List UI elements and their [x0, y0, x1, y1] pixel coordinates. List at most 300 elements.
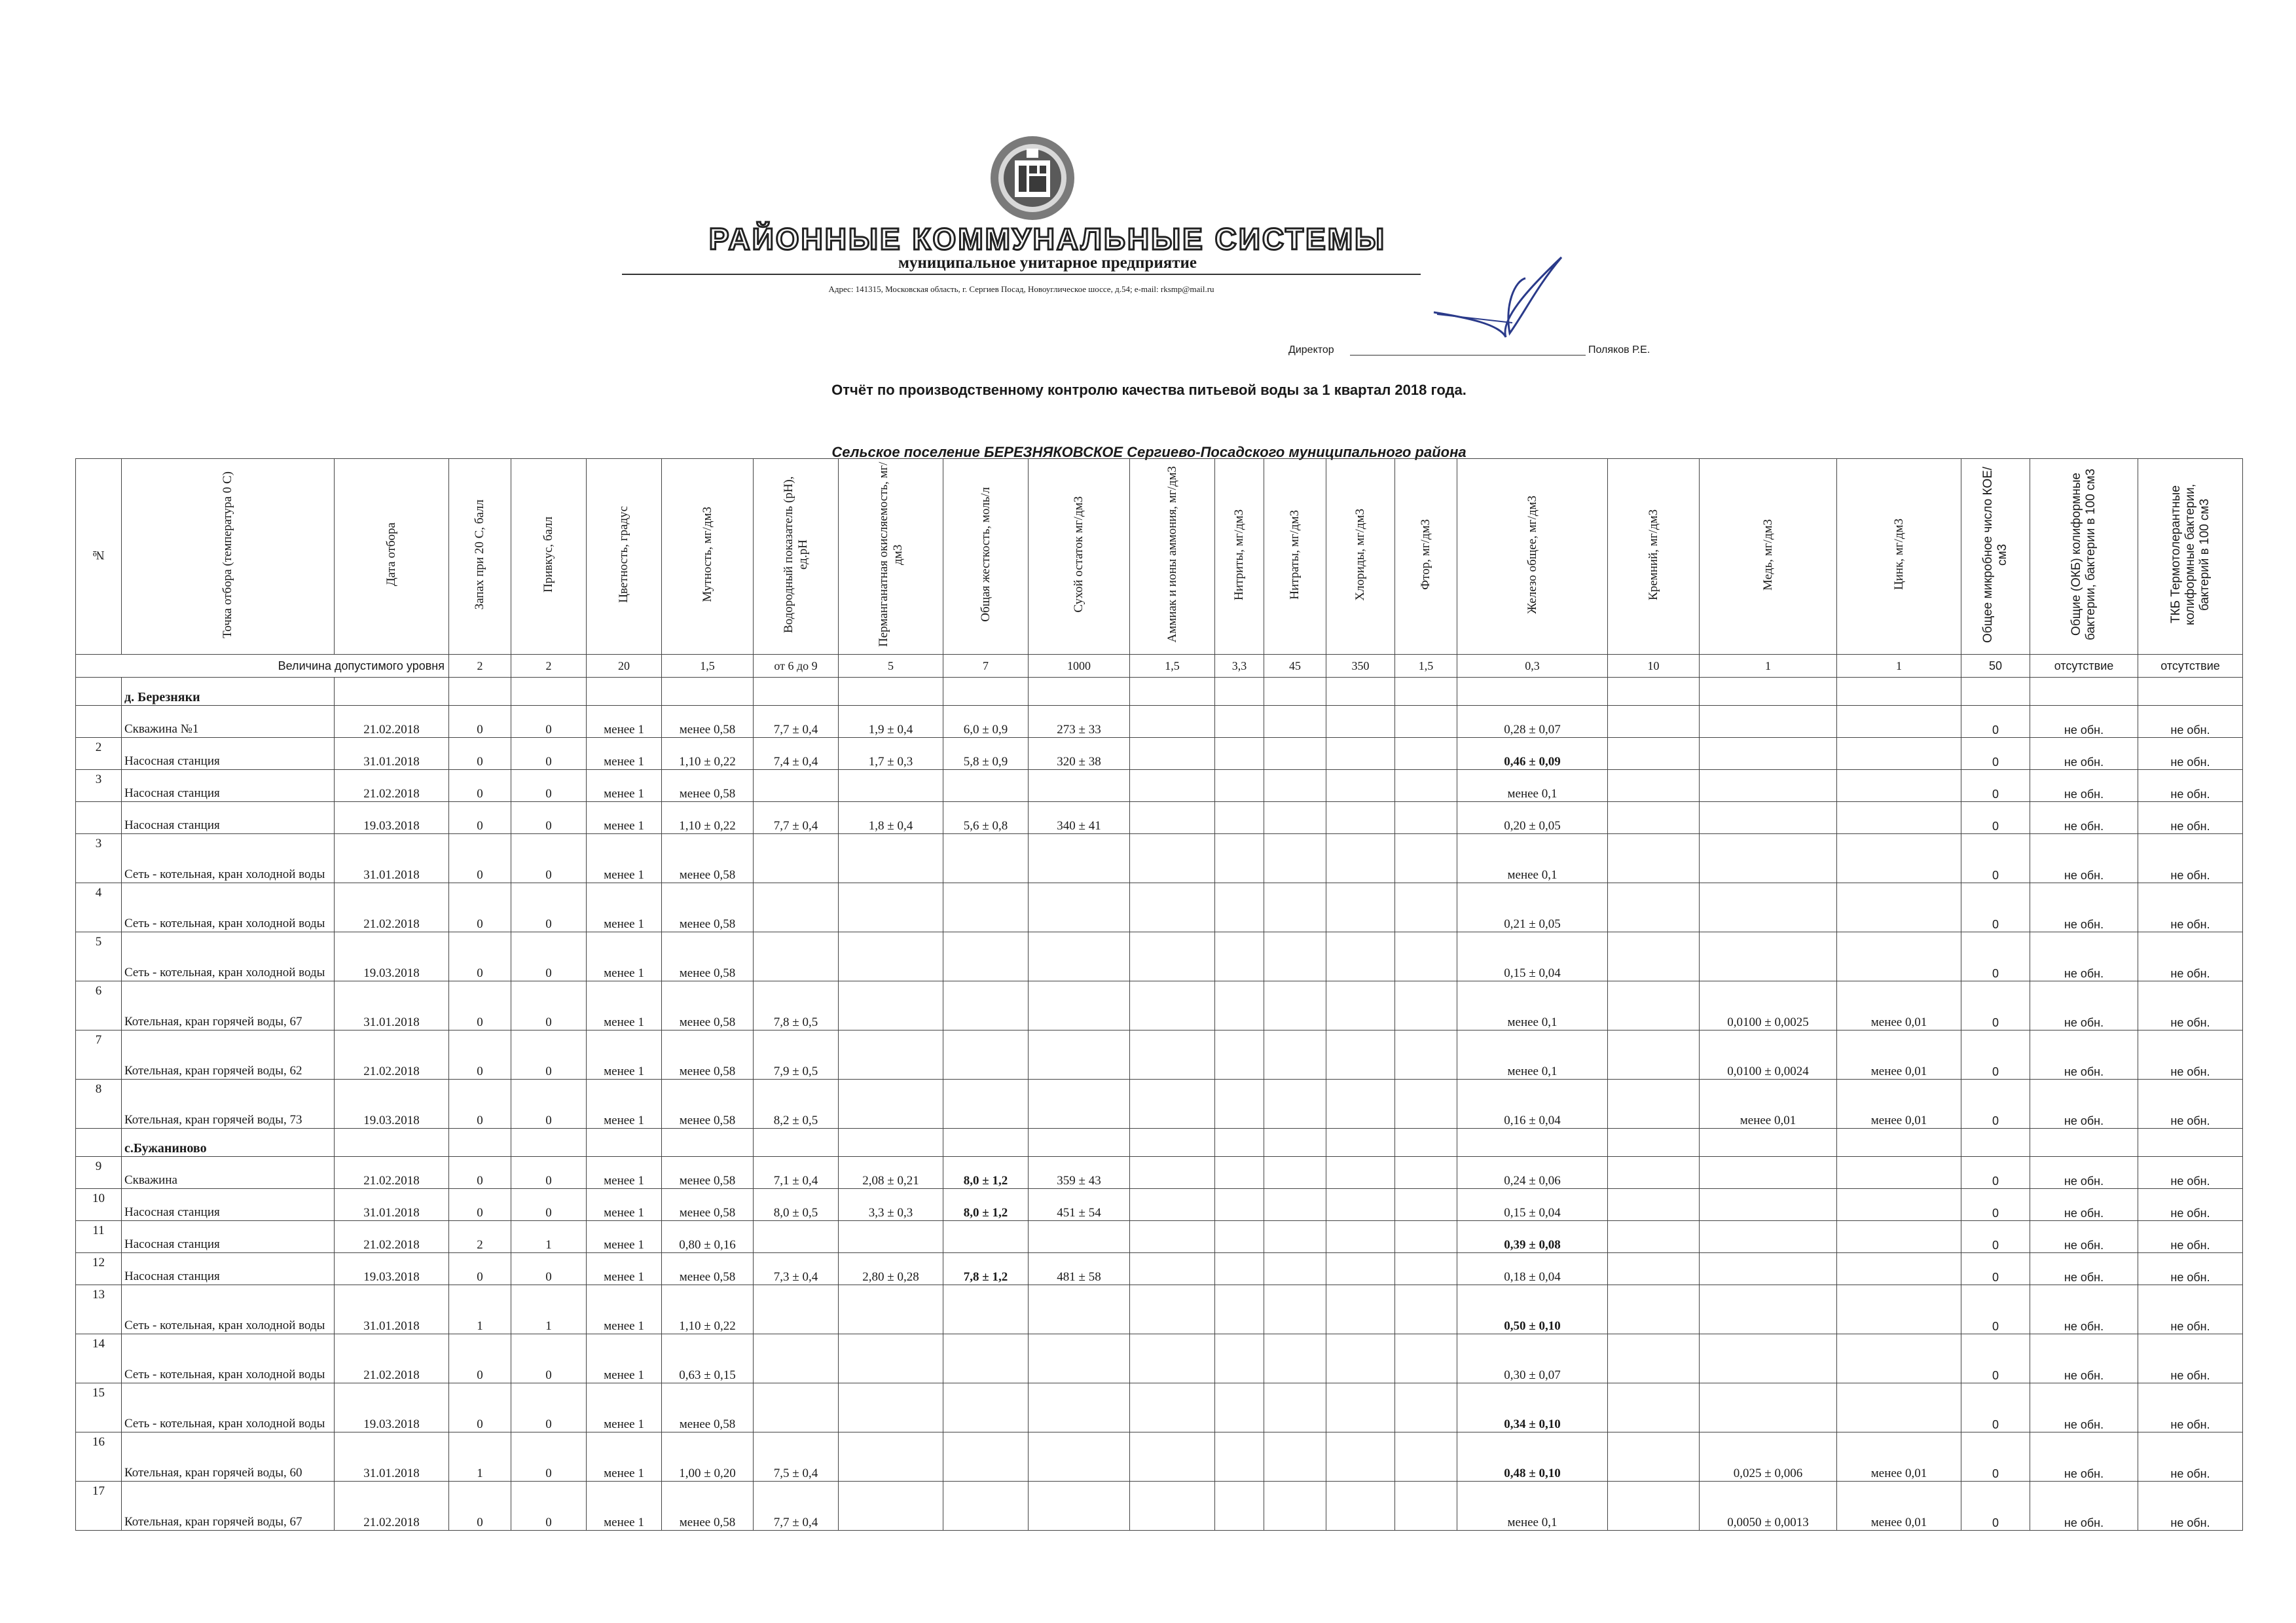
table-cell	[1130, 834, 1215, 883]
table-cell	[839, 1482, 943, 1531]
table-cell: не обн.	[2030, 932, 2138, 981]
table-cell: не обн.	[2030, 1253, 2138, 1285]
table-cell	[1215, 770, 1264, 802]
table-cell: не обн.	[2138, 1383, 2243, 1432]
table-cell: 359 ± 43	[1029, 1157, 1130, 1189]
settlement-title: Сельское поселение БЕРЕЗНЯКОВСКОЕ Сергиево-Посадского муниципального района	[831, 444, 1467, 460]
table-cell	[1130, 1482, 1215, 1531]
table-cell: 0,15 ± 0,04	[1457, 1189, 1608, 1221]
table-cell: 0	[511, 1334, 587, 1383]
col-header: Хлориды, мг/дм3	[1326, 459, 1395, 655]
table-cell	[1215, 802, 1264, 834]
table-cell	[1326, 1334, 1395, 1383]
col-header: №	[76, 459, 122, 655]
table-cell: 0	[1961, 1383, 2030, 1432]
table-cell	[839, 883, 943, 932]
table-cell: 0	[449, 1030, 511, 1080]
col-header: Перманганатная окисляемость, мг/дм3	[839, 459, 943, 655]
table-cell	[1700, 1334, 1837, 1383]
table-cell	[1837, 1129, 1961, 1157]
sampling-point: Скважина №1	[122, 706, 335, 738]
table-cell	[1264, 1285, 1326, 1334]
table-cell: менее 0,58	[662, 932, 754, 981]
table-cell	[1130, 1030, 1215, 1080]
table-cell	[1395, 1334, 1457, 1383]
table-cell	[754, 932, 839, 981]
table-cell: 0	[1961, 1030, 2030, 1080]
table-cell: 0,15 ± 0,04	[1457, 932, 1608, 981]
table-cell: не обн.	[2030, 883, 2138, 932]
table-cell	[1961, 678, 2030, 706]
sampling-date: 31.01.2018	[335, 1285, 449, 1334]
table-cell	[1215, 981, 1264, 1030]
table-cell: не обн.	[2030, 1221, 2138, 1253]
table-cell	[1608, 932, 1700, 981]
table-cell: 0	[1961, 1482, 2030, 1531]
table-cell: 0,28 ± 0,07	[1457, 706, 1608, 738]
table-cell: 0	[511, 1157, 587, 1189]
row-number: 10	[76, 1189, 122, 1221]
table-cell	[1326, 1253, 1395, 1285]
table-cell: менее 1	[587, 883, 662, 932]
table-cell: 0	[449, 1334, 511, 1383]
table-cell	[1395, 834, 1457, 883]
table-cell	[1130, 1334, 1215, 1383]
table-cell	[1130, 932, 1215, 981]
table-cell	[1608, 1482, 1700, 1531]
table-cell	[1029, 1030, 1130, 1080]
signature-line	[1350, 355, 1586, 356]
table-cell	[1215, 1030, 1264, 1080]
table-cell	[2138, 1129, 2243, 1157]
table-cell	[1130, 1253, 1215, 1285]
table-cell: 0	[449, 802, 511, 834]
sampling-point: Сеть - котельная, кран холодной воды	[122, 1285, 335, 1334]
limit-value: 1	[1837, 655, 1961, 678]
table-cell: 451 ± 54	[1029, 1189, 1130, 1221]
table-cell: 1	[449, 1432, 511, 1482]
table-cell	[943, 1030, 1029, 1080]
table-cell	[1215, 1285, 1264, 1334]
table-cell: менее 0,58	[662, 981, 754, 1030]
table-cell	[1264, 1189, 1326, 1221]
limit-value: 10	[1608, 655, 1700, 678]
table-cell: не обн.	[2138, 1189, 2243, 1221]
table-cell: 8,0 ± 1,2	[943, 1189, 1029, 1221]
table-cell	[1264, 1157, 1326, 1189]
table-cell	[1395, 706, 1457, 738]
table-cell: 1,10 ± 0,22	[662, 1285, 754, 1334]
table-cell: 0,20 ± 0,05	[1457, 802, 1608, 834]
table-cell: 0	[449, 1080, 511, 1129]
table-row	[76, 883, 2243, 932]
table-cell: 0	[511, 706, 587, 738]
table-cell: 0,63 ± 0,15	[662, 1334, 754, 1383]
row-number: 12	[76, 1253, 122, 1285]
row-number: 15	[76, 1383, 122, 1432]
row-number: 6	[76, 981, 122, 1030]
table-cell: не обн.	[2138, 738, 2243, 770]
table-cell	[1264, 883, 1326, 932]
sampling-point: Сеть - котельная, кран холодной воды	[122, 1334, 335, 1383]
table-cell: не обн.	[2030, 1334, 2138, 1383]
table-cell	[511, 1129, 587, 1157]
table-cell: не обн.	[2138, 981, 2243, 1030]
table-cell	[76, 1129, 122, 1157]
table-cell: менее 0,01	[1837, 1432, 1961, 1482]
table-cell: 0	[511, 1253, 587, 1285]
table-cell	[1837, 706, 1961, 738]
table-cell	[587, 1129, 662, 1157]
col-header: Цинк, мг/дм3	[1837, 459, 1961, 655]
sampling-point: Насосная станция	[122, 738, 335, 770]
col-header: Нитриты, мг/дм3	[1215, 459, 1264, 655]
table-cell: не обн.	[2030, 706, 2138, 738]
table-cell: не обн.	[2030, 834, 2138, 883]
table-cell	[1029, 932, 1130, 981]
table-cell	[1326, 1383, 1395, 1432]
table-row	[76, 834, 2243, 883]
limit-value: 1	[1700, 655, 1837, 678]
table-cell: менее 1	[587, 706, 662, 738]
table-cell	[1130, 678, 1215, 706]
table-row	[76, 1221, 2243, 1253]
table-cell	[1029, 1482, 1130, 1531]
limit-value: 50	[1961, 655, 2030, 678]
table-cell: 1,8 ± 0,4	[839, 802, 943, 834]
table-cell: 7,7 ± 0,4	[754, 802, 839, 834]
table-cell	[1395, 1157, 1457, 1189]
table-row	[76, 1253, 2243, 1285]
table-cell	[754, 1285, 839, 1334]
table-cell: менее 0,58	[662, 1080, 754, 1129]
table-cell	[1215, 706, 1264, 738]
table-cell	[1264, 1030, 1326, 1080]
table-cell	[1608, 1334, 1700, 1383]
table-cell	[1264, 932, 1326, 981]
table-cell: не обн.	[2030, 1482, 2138, 1531]
table-cell: менее 0,58	[662, 883, 754, 932]
table-cell	[1029, 1383, 1130, 1432]
table-cell: 0	[1961, 1157, 2030, 1189]
sampling-date: 21.02.2018	[335, 1157, 449, 1189]
col-header: Дата отбора	[335, 459, 449, 655]
table-cell	[1326, 1189, 1395, 1221]
col-header: Водородный показатель (pH), ед.pH	[754, 459, 839, 655]
table-cell: 0	[511, 1189, 587, 1221]
limits-label: Величина допустимого уровня	[76, 655, 449, 678]
table-cell: менее 0,1	[1457, 1030, 1608, 1080]
table-cell	[1326, 1080, 1395, 1129]
table-cell	[943, 1285, 1029, 1334]
table-cell	[1264, 1334, 1326, 1383]
table-cell: 0	[1961, 1285, 2030, 1334]
table-cell: не обн.	[2138, 770, 2243, 802]
table-cell: 0,39 ± 0,08	[1457, 1221, 1608, 1253]
table-cell: 0,0100 ± 0,0024	[1700, 1030, 1837, 1080]
table-cell	[839, 981, 943, 1030]
table-cell	[943, 834, 1029, 883]
table-cell	[1700, 1157, 1837, 1189]
table-cell: 340 ± 41	[1029, 802, 1130, 834]
table-cell: не обн.	[2138, 834, 2243, 883]
table-cell: не обн.	[2138, 802, 2243, 834]
table-cell: 0	[511, 834, 587, 883]
col-header: Кремний, мг/дм3	[1608, 459, 1700, 655]
table-cell	[1837, 770, 1961, 802]
table-cell	[1395, 1030, 1457, 1080]
table-cell: не обн.	[2138, 1080, 2243, 1129]
col-header: Мутность, мг/дм3	[662, 459, 754, 655]
sampling-point: Сеть - котельная, кран холодной воды	[122, 932, 335, 981]
table-cell	[754, 883, 839, 932]
table-cell: 0	[1961, 1080, 2030, 1129]
table-cell: 0	[1961, 802, 2030, 834]
table-cell	[1700, 1285, 1837, 1334]
table-cell	[1608, 1221, 1700, 1253]
table-cell: 0	[511, 770, 587, 802]
table-cell	[1130, 1189, 1215, 1221]
table-cell: не обн.	[2138, 1285, 2243, 1334]
table-cell	[1395, 770, 1457, 802]
table-cell: 0	[511, 1080, 587, 1129]
table-cell	[1130, 1080, 1215, 1129]
table-cell: 0	[449, 1253, 511, 1285]
table-cell	[754, 1221, 839, 1253]
table-cell	[1130, 1221, 1215, 1253]
table-cell: 0,0100 ± 0,0025	[1700, 981, 1837, 1030]
table-cell: 1,10 ± 0,22	[662, 802, 754, 834]
table-row	[76, 1285, 2243, 1334]
table-cell	[1608, 738, 1700, 770]
table-cell: 7,3 ± 0,4	[754, 1253, 839, 1285]
table-cell	[1837, 678, 1961, 706]
table-cell	[943, 1080, 1029, 1129]
table-cell: менее 1	[587, 1080, 662, 1129]
table-cell	[2138, 678, 2243, 706]
table-cell	[1395, 1432, 1457, 1482]
sampling-date: 21.02.2018	[335, 883, 449, 932]
sampling-point: Сеть - котельная, кран холодной воды	[122, 834, 335, 883]
table-cell: 0	[449, 738, 511, 770]
row-number	[76, 706, 122, 738]
table-cell	[1700, 738, 1837, 770]
table-cell: менее 1	[587, 802, 662, 834]
table-cell: 0	[1961, 1189, 2030, 1221]
table-cell	[1215, 1221, 1264, 1253]
table-cell: 0	[449, 883, 511, 932]
table-cell	[1608, 1080, 1700, 1129]
table-cell	[943, 1383, 1029, 1432]
table-cell	[1215, 932, 1264, 981]
table-cell	[1837, 1383, 1961, 1432]
table-cell	[1700, 883, 1837, 932]
company-name: РАЙОННЫЕ КОММУНАЛЬНЫЕ СИСТЕМЫ	[708, 222, 1387, 256]
table-cell: 0	[449, 1157, 511, 1189]
table-cell: не обн.	[2138, 1253, 2243, 1285]
table-cell: 0	[511, 981, 587, 1030]
table-cell	[1608, 706, 1700, 738]
table-cell	[754, 1383, 839, 1432]
table-cell	[1029, 1129, 1130, 1157]
table-cell: не обн.	[2030, 802, 2138, 834]
table-cell: 0	[449, 981, 511, 1030]
row-number: 3	[76, 834, 122, 883]
table-cell	[1215, 1383, 1264, 1432]
table-cell	[1326, 1030, 1395, 1080]
section-row	[76, 1129, 2243, 1157]
table-cell	[1326, 1285, 1395, 1334]
table-cell: 0,46 ± 0,09	[1457, 738, 1608, 770]
table-cell: менее 1	[587, 1221, 662, 1253]
row-number: 5	[76, 932, 122, 981]
table-cell	[1700, 802, 1837, 834]
table-cell	[1326, 802, 1395, 834]
table-cell	[943, 932, 1029, 981]
table-row	[76, 1383, 2243, 1432]
table-cell: 5,6 ± 0,8	[943, 802, 1029, 834]
table-cell	[1837, 834, 1961, 883]
table-cell	[1029, 883, 1130, 932]
table-cell: 0,21 ± 0,05	[1457, 883, 1608, 932]
table-cell: 0	[449, 932, 511, 981]
table-cell: не обн.	[2030, 1080, 2138, 1129]
table-cell	[1700, 834, 1837, 883]
table-cell: не обн.	[2030, 770, 2138, 802]
table-cell	[1837, 1253, 1961, 1285]
table-cell	[1395, 802, 1457, 834]
table-cell: 0,025 ± 0,006	[1700, 1432, 1837, 1482]
table-cell	[1395, 1080, 1457, 1129]
table-cell: 1	[511, 1285, 587, 1334]
col-header: Сухой остаток мг/дм3	[1029, 459, 1130, 655]
table-cell: менее 0,58	[662, 1030, 754, 1080]
table-cell: 0,34 ± 0,10	[1457, 1383, 1608, 1432]
sampling-date: 31.01.2018	[335, 981, 449, 1030]
report-title: Отчёт по производственному контролю качества питьевой воды за 1 квартал 2018 года.	[831, 382, 1467, 398]
table-cell: менее 1	[587, 738, 662, 770]
water-quality-table	[75, 458, 2243, 1531]
section-name: с.Бужаниново	[122, 1129, 335, 1157]
table-cell	[1130, 738, 1215, 770]
table-cell	[1264, 1221, 1326, 1253]
table-cell	[1326, 932, 1395, 981]
table-cell	[1264, 802, 1326, 834]
table-cell	[1700, 1253, 1837, 1285]
table-cell	[1326, 981, 1395, 1030]
table-cell	[1264, 1253, 1326, 1285]
table-cell	[1326, 883, 1395, 932]
table-cell: менее 0,58	[662, 1157, 754, 1189]
table-cell: 0	[511, 802, 587, 834]
table-cell	[1395, 1221, 1457, 1253]
table-cell: 0,18 ± 0,04	[1457, 1253, 1608, 1285]
table-cell	[1457, 678, 1608, 706]
table-row	[76, 932, 2243, 981]
limit-value: 2	[449, 655, 511, 678]
sampling-point: Котельная, кран горячей воды, 73	[122, 1080, 335, 1129]
sampling-date: 19.03.2018	[335, 1253, 449, 1285]
table-cell	[1215, 1253, 1264, 1285]
table-cell: менее 0,58	[662, 770, 754, 802]
table-cell	[1264, 981, 1326, 1030]
table-cell: не обн.	[2138, 1157, 2243, 1189]
table-cell	[1700, 770, 1837, 802]
table-cell	[1395, 1189, 1457, 1221]
table-cell: менее 0,58	[662, 1189, 754, 1221]
table-cell: менее 1	[587, 932, 662, 981]
table-cell: 0	[511, 1432, 587, 1482]
director-name: Поляков Р.Е.	[1588, 344, 1650, 356]
table-cell: не обн.	[2030, 1157, 2138, 1189]
letterhead-divider	[622, 274, 1421, 275]
row-number: 14	[76, 1334, 122, 1383]
limit-value: 45	[1264, 655, 1326, 678]
table-cell	[1395, 981, 1457, 1030]
limit-value: 7	[943, 655, 1029, 678]
table-cell	[1264, 834, 1326, 883]
table-cell	[1608, 1253, 1700, 1285]
limit-value: 2	[511, 655, 587, 678]
table-cell: менее 0,1	[1457, 770, 1608, 802]
sampling-point: Насосная станция	[122, 770, 335, 802]
col-header: ТКБ Термотолерантные колиформные бактерии, бактерий в 100 см3	[2138, 459, 2243, 655]
col-header: Общие (ОКБ) колиформные бактерии, бактерии в 100 см3	[2030, 459, 2138, 655]
company-address: Адрес: 141315, Московская область, г. Сергиев Посад, Новоуглическое шоссе, д.54; e-mail: rksmp@mail.ru	[828, 284, 1214, 294]
table-cell	[1608, 770, 1700, 802]
col-header: Общая жесткость, моль/л	[943, 459, 1029, 655]
table-cell	[1837, 932, 1961, 981]
table-cell	[754, 678, 839, 706]
table-cell	[839, 678, 943, 706]
table-cell	[335, 1129, 449, 1157]
sampling-date: 19.03.2018	[335, 802, 449, 834]
table-cell	[943, 981, 1029, 1030]
table-cell	[1837, 1334, 1961, 1383]
table-cell	[1608, 1432, 1700, 1482]
table-cell	[1029, 834, 1130, 883]
table-cell	[839, 1129, 943, 1157]
table-cell: 0	[449, 1482, 511, 1531]
table-cell	[839, 1030, 943, 1080]
table-cell	[1326, 1221, 1395, 1253]
sampling-date: 31.01.2018	[335, 1432, 449, 1482]
table-cell	[449, 678, 511, 706]
table-cell: менее 0,01	[1837, 981, 1961, 1030]
table-cell	[1130, 1285, 1215, 1334]
table-cell	[943, 1221, 1029, 1253]
row-number	[76, 802, 122, 834]
table-cell	[1837, 1157, 1961, 1189]
table-cell	[839, 932, 943, 981]
table-row	[76, 706, 2243, 738]
table-cell	[1130, 802, 1215, 834]
table-cell	[1130, 1383, 1215, 1432]
limit-value: 1,5	[1395, 655, 1457, 678]
table-cell	[1215, 1080, 1264, 1129]
signature-image	[1427, 252, 1578, 350]
table-row	[76, 1432, 2243, 1482]
table-cell: 1,10 ± 0,22	[662, 738, 754, 770]
sampling-point: Котельная, кран горячей воды, 67	[122, 1482, 335, 1531]
table-cell: менее 0,01	[1700, 1080, 1837, 1129]
table-cell	[1130, 883, 1215, 932]
table-cell	[839, 1221, 943, 1253]
limit-value: 350	[1326, 655, 1395, 678]
table-cell: 0	[1961, 1253, 2030, 1285]
table-cell: менее 1	[587, 1482, 662, 1531]
sampling-point: Сеть - котельная, кран холодной воды	[122, 1383, 335, 1432]
